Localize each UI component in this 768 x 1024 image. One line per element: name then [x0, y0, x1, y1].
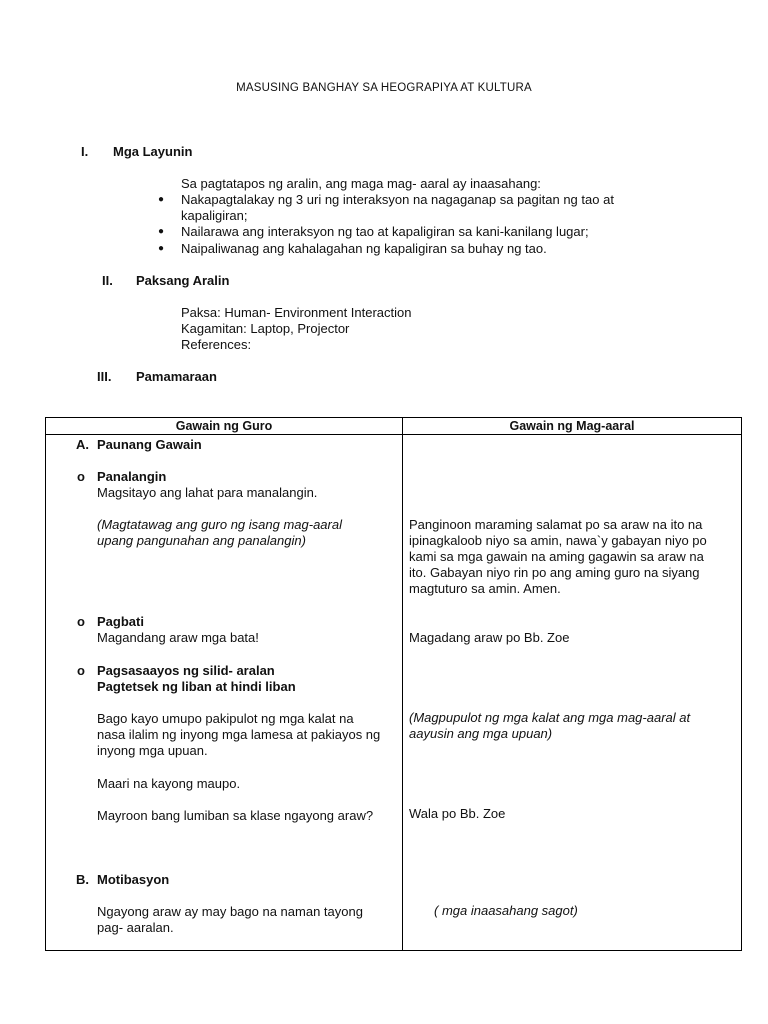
- motibasyon-line-2: pag- aaralan.: [97, 920, 174, 935]
- section-2-title: Paksang Aralin: [136, 273, 230, 288]
- panalangin-note-line-2: upang pangunahan ang panalangin): [97, 533, 306, 548]
- sit-down-line: Maari na kayong maupo.: [97, 776, 241, 791]
- objective-1-line-1: Nakapagtalakay ng 3 uri ng interaksyon na nagaganap sa pagitan ng tao at: [181, 192, 614, 207]
- motibasyon-line-1: Ngayong araw ay may bago na naman tayong: [97, 904, 363, 919]
- objective-2: Nailarawa ang interaksyon ng tao at kapaligiran sa kani-kanilang lugar;: [181, 224, 589, 239]
- pagtetsek-title: Pagtetsek ng liban at hindi liban: [97, 679, 296, 694]
- prayer-line-5: magtuturo sa amin. Amen.: [409, 581, 561, 596]
- pagbati-line: Magandang araw mga bata!: [97, 630, 259, 645]
- cleanup-instruction-line-3: inyong mga upuan.: [97, 743, 208, 758]
- expected-answers-note: ( mga inaasahang sagot): [434, 903, 578, 918]
- objective-1-line-2: kapaligiran;: [181, 208, 248, 223]
- cleanup-instruction-line-2: nasa ilalim ng inyong mga lamesa at pakiayos ng: [97, 727, 381, 742]
- teacher-column-header: Gawain ng Guro: [46, 418, 403, 435]
- section-3-title: Pamamaraan: [136, 369, 217, 384]
- absence-question: Mayroon bang lumiban sa klase ngayong araw?: [97, 808, 374, 823]
- student-cell: [403, 435, 742, 951]
- motibasyon-title: Motibasyon: [97, 872, 170, 887]
- document-title: MASUSING BANGHAY SA HEOGRAPIYA AT KULTURA: [236, 82, 532, 94]
- cleanup-response-line-1: (Magpupulot ng mga kalat ang mga mag-aaral at: [409, 710, 691, 725]
- prayer-line-2: ipinagkaloob niyo sa amin, nawa`y gabayan niyo po: [409, 533, 707, 548]
- cleanup-response-line-2: aayusin ang mga upuan): [409, 726, 553, 741]
- prayer-line-1: Panginoon maraming salamat po sa araw na ito na: [409, 517, 703, 532]
- pagsasaayos-title: Pagsasaayos ng silid- aralan: [97, 663, 275, 678]
- objective-3: Naipaliwanag ang kahalagahan ng kapaligiran sa buhay ng tao.: [181, 241, 547, 256]
- section-1-title: Mga Layunin: [113, 144, 193, 159]
- panalangin-instruction: Magsitayo ang lahat para manalangin.: [97, 485, 318, 500]
- table-header-row: [46, 418, 742, 435]
- student-column-header: Gawain ng Mag-aaral: [403, 418, 742, 435]
- procedure-table: [45, 417, 742, 951]
- panalangin-note-line-1: (Magtatawag ang guro ng isang mag-aaral: [97, 517, 342, 532]
- section-2-number: II.: [102, 273, 113, 288]
- section-b-marker: B.: [76, 872, 89, 887]
- teacher-cell: [46, 435, 403, 951]
- bullet-icon: ●: [158, 226, 165, 237]
- bullet-o-icon: o: [77, 614, 85, 629]
- prayer-line-4: ito. Gabayan niyo rin po ang aming guro na siyang: [409, 565, 700, 580]
- absence-response: Wala po Bb. Zoe: [409, 806, 506, 821]
- section-3-number: III.: [97, 369, 112, 384]
- prayer-line-3: kami sa mga gawain na aming gagawin sa araw na: [409, 549, 704, 564]
- pagbati-title: Pagbati: [97, 614, 144, 629]
- paunang-gawain-title: Paunang Gawain: [97, 437, 202, 452]
- references-line: References:: [181, 337, 252, 352]
- paksa-line: Paksa: Human- Environment Interaction: [181, 305, 412, 320]
- bullet-o-icon: o: [77, 469, 85, 484]
- kagamitan-line: Kagamitan: Laptop, Projector: [181, 321, 350, 336]
- bullet-icon: ●: [158, 243, 165, 254]
- bullet-icon: ●: [158, 194, 165, 205]
- section-a-marker: A.: [76, 437, 89, 452]
- student-greeting: Magadang araw po Bb. Zoe: [409, 630, 570, 645]
- table-row: [46, 435, 742, 951]
- panalangin-title: Panalangin: [97, 469, 167, 484]
- objectives-intro: Sa pagtatapos ng aralin, ang maga mag- aaral ay inaasahang:: [181, 176, 541, 191]
- cleanup-instruction-line-1: Bago kayo umupo pakipulot ng mga kalat na: [97, 711, 354, 726]
- section-1-number: I.: [81, 144, 89, 159]
- bullet-o-icon: o: [77, 663, 85, 678]
